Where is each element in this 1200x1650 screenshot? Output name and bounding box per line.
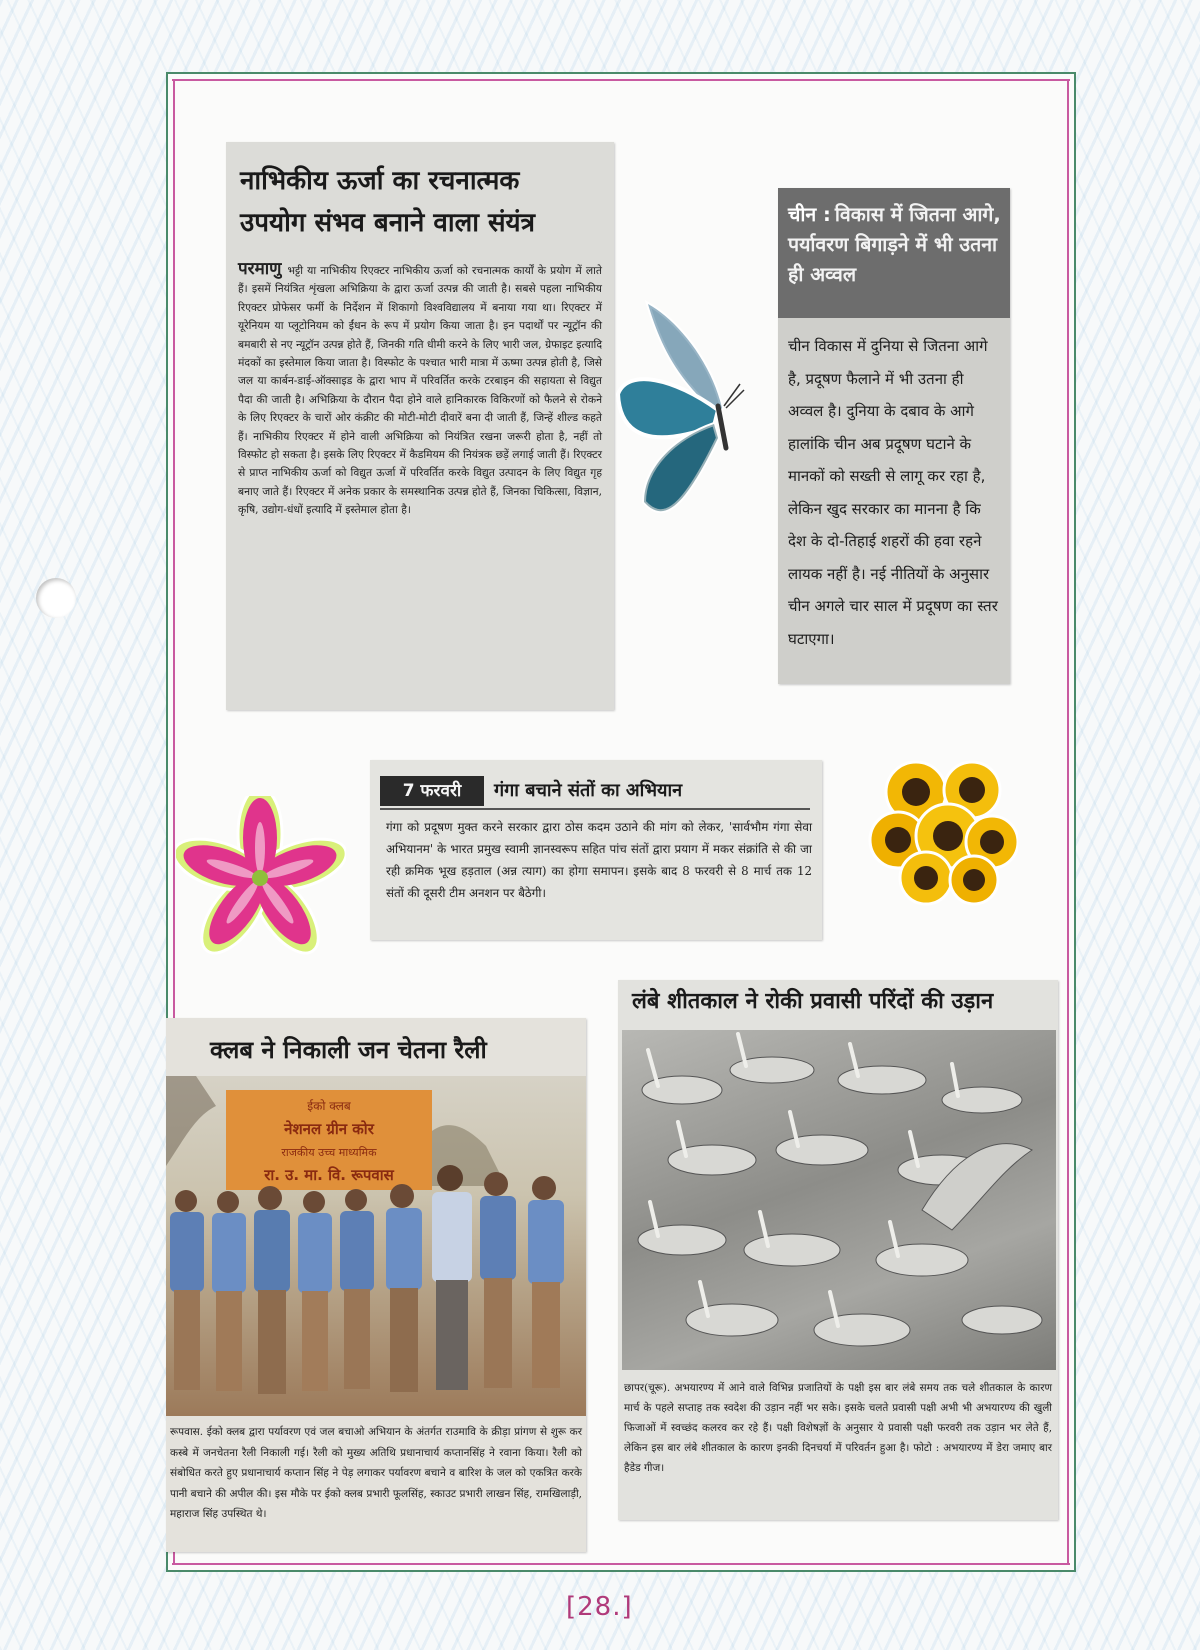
rally-banner-line-3: राजकीय उच्च माध्यमिक	[281, 1146, 377, 1159]
ganga-rule	[380, 808, 810, 810]
rally-headline: क्लब ने निकाली जन चेतना रैली	[210, 1036, 487, 1064]
clipping-migratory-birds	[618, 980, 1058, 1520]
border-top-pink	[172, 79, 1070, 81]
page-number: [28.]	[566, 1592, 633, 1622]
nuclear-headline	[240, 160, 600, 244]
nuclear-body-text: भट्टी या नाभिकीय रिएक्टर नाभिकीय ऊर्जा को रचनात्मक कार्यों के प्रयोग में लाते हैं। इसमें नियंत्रित शृंखला अभिक्रिया के द्वारा ऊर्जा उत्पन्न की जाती है। सबसे पहला नाभिकीय रिएक्टर प्रोफेसर फर्मी के निर्देशन में शिकागो विश्वविद्यालय में बनाया गया था। रिएक्टर में यूरेनियम या प्लूटोनियम को ईंधन के रूप में प्रयोग किया जाता है। इन पदार्थों पर न्यूट्रॉन की बमबारी से नए न्यूट्रॉन उत्पन्न होते हैं, जिनकी गति धीमी करने के लिए भारी जल, ग्रेफाइट इत्यादि मंदकों का इस्तेमाल किया जाता है। विस्फोट के पश्चात भारी मात्रा में ऊष्मा उत्पन्न होती है, जिसे जल या कार्बन-डाई-ऑक्साइड के द्वारा भाप में परिवर्तित करके टरबाइन की सहायता से विद्युत पैदा की जाती है। अभिक्रिया के दौरान पैदा होने वाले हानिकारक विकिरणों को फैलने से रोकने के लिए रिएक्टर के चारों ओर कंक्रीट की मोटी-मोटी दीवारें बना दी जाती हैं, जिन्हें शील्ड कहते हैं। नाभिकीय रिएक्टर में होने वाली अभिक्रिया को नियंत्रित रखना जरूरी होता है, नहीं तो विस्फोट हो सकता है। इसके लिए रिएक्टर में कैडमियम की नियंत्रक छड़ें लगाई जाती हैं। रिएक्टर से प्राप्त नाभिकीय ऊर्जा को विद्युत ऊर्जा में परिवर्तित करके विद्युत उत्पादन के लिए विद्युत गृह बनाए जाते हैं। रिएक्टर में अनेक प्रकार के समस्थानिक उत्पन्न होते हैं, जिनका चिकित्सा, विज्ञान, कृषि, उद्योग-धंधों इत्यादि में इस्तेमाल होता है।	[238, 264, 602, 517]
rally-banner-line-2: नेशनल ग्रीन कोर	[284, 1120, 374, 1138]
birds-body: छापर(चूरू). अभयारण्य में आने वाले विभिन्न प्रजातियों के पक्षी इस बार लंबे समय तक चले शीतकाल के कारण मार्च के पहले सप्ताह तक स्वदेश की उड़ान नहीं भर सके। इसके चलते प्रवासी पक्षी अभी भी अभयारण्य की खुली फिजाओं में स्वच्छंद कलरव कर रहे हैं। पक्षी विशेषज्ञों के अनुसार ये प्रवासी पक्षी फरवरी तक उड़ान भर लेते हैं, लेकिन इस बार लंबे शीतकाल के कारण इनकी दिनचर्या में परिवर्तन हुआ है। फोटो : अभयारण्य में डेरा जमाए बार हैडेड गीज।	[624, 1382, 1052, 1474]
sunflowers-cutout	[868, 756, 1018, 906]
nuclear-body	[238, 260, 602, 520]
rally-banner	[226, 1090, 432, 1190]
border-bottom-pink	[172, 1563, 1070, 1565]
clipping-china-pollution	[778, 188, 1010, 684]
clipping-nuclear-energy	[226, 142, 614, 710]
border-top-green	[166, 72, 1076, 74]
butterfly-cutout	[614, 298, 754, 534]
ganga-headline: गंगा बचाने संतों का अभियान	[494, 780, 683, 801]
border-right-pink	[1067, 79, 1069, 1565]
rally-body: रूपवास. ईको क्लब द्वारा पर्यावरण एवं जल बचाओ अभियान के अंतर्गत राउमावि के क्रीड़ा प्रांगण से शुरू कर कस्बे में जनचेतना रैली निकाली गई। रैली को मुख्य अतिथि प्रधानाचार्य कप्तानसिंह ने रवाना किया। रैली को संबोधित करते हुए प्रधानाचार्य कप्तान सिंह ने पेड़ लगाकर पर्यावरण बचाने व बारिश के जल को एकत्रित करके पानी बचाने की अपील की। इस मौके पर ईको क्लब प्रभारी फूलसिंह, स्काउट प्रभारी लाखन सिंह, रामखिलाड़ी, महाराज सिंह उपस्थित थे।	[170, 1426, 582, 1520]
ganga-body: गंगा को प्रदूषण मुक्त करने सरकार द्वारा ठोस कदम उठाने की मांग को लेकर, 'सार्वभौम गंगा सेवा अभियानम' के भारत प्रमुख स्वामी ज्ञानस्वरूप सहित पांच संतों द्वारा प्रयाग में मकर संक्रांति से की जा रही क्रमिक भूख हड़ताल (अन्न त्याग) का होगा समापन। इसके बाद 8 फरवरी से 8 मार्च तक 12 संतों की दूसरी टीम अनशन पर बैठेगी।	[386, 820, 812, 900]
china-headline-text: विकास में जितना आगे, पर्यावरण बिगाड़ने में भी उतना ही अव्वल	[788, 203, 1001, 286]
nuclear-headline-line2: उपयोग संभव बनाने वाला संयंत्र	[240, 208, 535, 238]
clipping-ganga-campaign	[370, 760, 822, 940]
china-headline	[788, 200, 1002, 290]
birds-headline: लंबे शीतकाल ने रोकी प्रवासी परिंदों की उड़ान	[632, 989, 994, 1014]
geese-photo-illustration	[622, 1030, 1056, 1370]
nuclear-lead-word: परमाणु	[238, 259, 282, 279]
border-right-green	[1074, 72, 1076, 1572]
clipping-club-rally	[166, 1018, 586, 1552]
nuclear-headline-line1: नाभिकीय ऊर्जा का रचनात्मक	[240, 166, 520, 196]
border-bottom-green	[166, 1570, 1076, 1572]
punch-hole	[36, 578, 76, 618]
lily-flower-cutout	[176, 796, 346, 956]
ganga-date: 7 फरवरी	[380, 776, 484, 806]
china-headline-box	[778, 188, 1010, 318]
china-body: चीन विकास में दुनिया से जितना आगे है, प्रदूषण फैलाने में भी उतना ही अव्वल है। दुनिया के दबाव के आगे हालांकि चीन अब प्रदूषण घटाने के मानकों को सख्ती से लागू कर रहा है, लेकिन खुद सरकार का मानना है कि देश के दो-तिहाई शहरों की हवा रहने लायक नहीं है। नई नीतियों के अनुसार चीन अगले चार साल में प्रदूषण का स्तर घटाएगा।	[788, 337, 998, 648]
rally-banner-line-1: ईको क्लब	[307, 1099, 351, 1113]
china-label: चीन :	[788, 203, 831, 226]
birds-photo	[622, 1030, 1056, 1370]
rally-photo	[166, 1076, 586, 1416]
rally-banner-line-4: रा. उ. मा. वि. रूपवास	[264, 1166, 394, 1184]
